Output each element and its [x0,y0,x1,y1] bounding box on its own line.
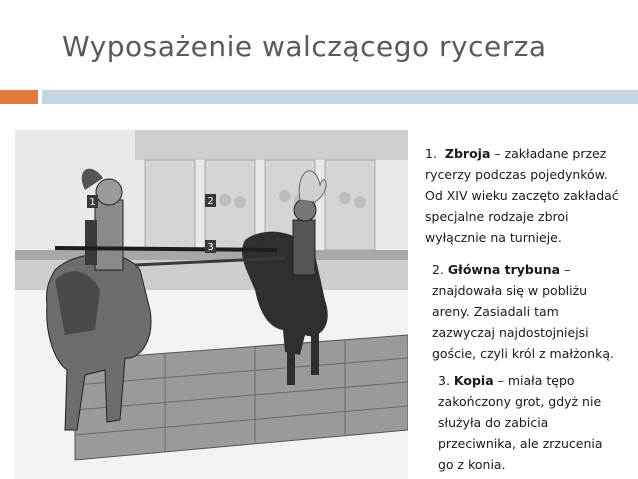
item-zbroja [425,143,630,248]
accent-bar-orange [0,90,38,104]
item-glowna-trybuna-first-line [432,259,627,280]
item-glowna-trybuna [432,259,627,364]
item-line: – zakładane przez [490,146,607,161]
jousting-illustration [15,130,408,479]
item-line: służyła do zabicia [438,415,549,430]
marker-2-label: 2 [207,196,214,207]
item-number: 1. [425,146,437,161]
item-line: areny. Zasiadali tam [432,304,559,319]
accent-bar-blue [42,90,638,104]
item-line: wyłącznie na turnieje. [425,230,562,245]
item-term: Główna trybuna [447,262,561,277]
item-line: zakończony grot, gdyż nie [438,394,602,409]
item-number: 2. [432,262,444,277]
item-line: znajdowała się w pobliżu [432,283,588,298]
jousting-drawing [15,130,408,479]
item-line: Od XIV wieku zaczęto zakładać [425,188,619,203]
item-line: goście, czyli król z małżonką. [432,346,614,361]
item-number: 3. [438,373,450,388]
marker-3-label: 3 [207,242,214,253]
marker-1-label: 1 [89,197,96,208]
item-line: specjalne rodzaje zbroi [425,209,569,224]
marker-3 [205,240,216,253]
item-term: Kopia [453,373,494,388]
item-line: przeciwnika, ale zrzucenia [438,436,603,451]
item-zbroja-first-line [425,143,630,164]
item-term: Zbroja [444,146,491,161]
item-line: go z konia. [438,457,506,472]
slide-title: Wyposażenie walczącego rycerza [62,30,547,63]
item-line: zazwyczaj najdostojniejsi [432,325,589,340]
item-line: – miała tępo [493,373,575,388]
item-kopia [438,370,628,475]
marker-2 [205,194,216,207]
item-kopia-first-line [438,370,628,391]
item-line: rycerzy podczas pojedynków. [425,167,608,182]
item-line: – [560,262,571,277]
marker-1 [87,195,98,208]
